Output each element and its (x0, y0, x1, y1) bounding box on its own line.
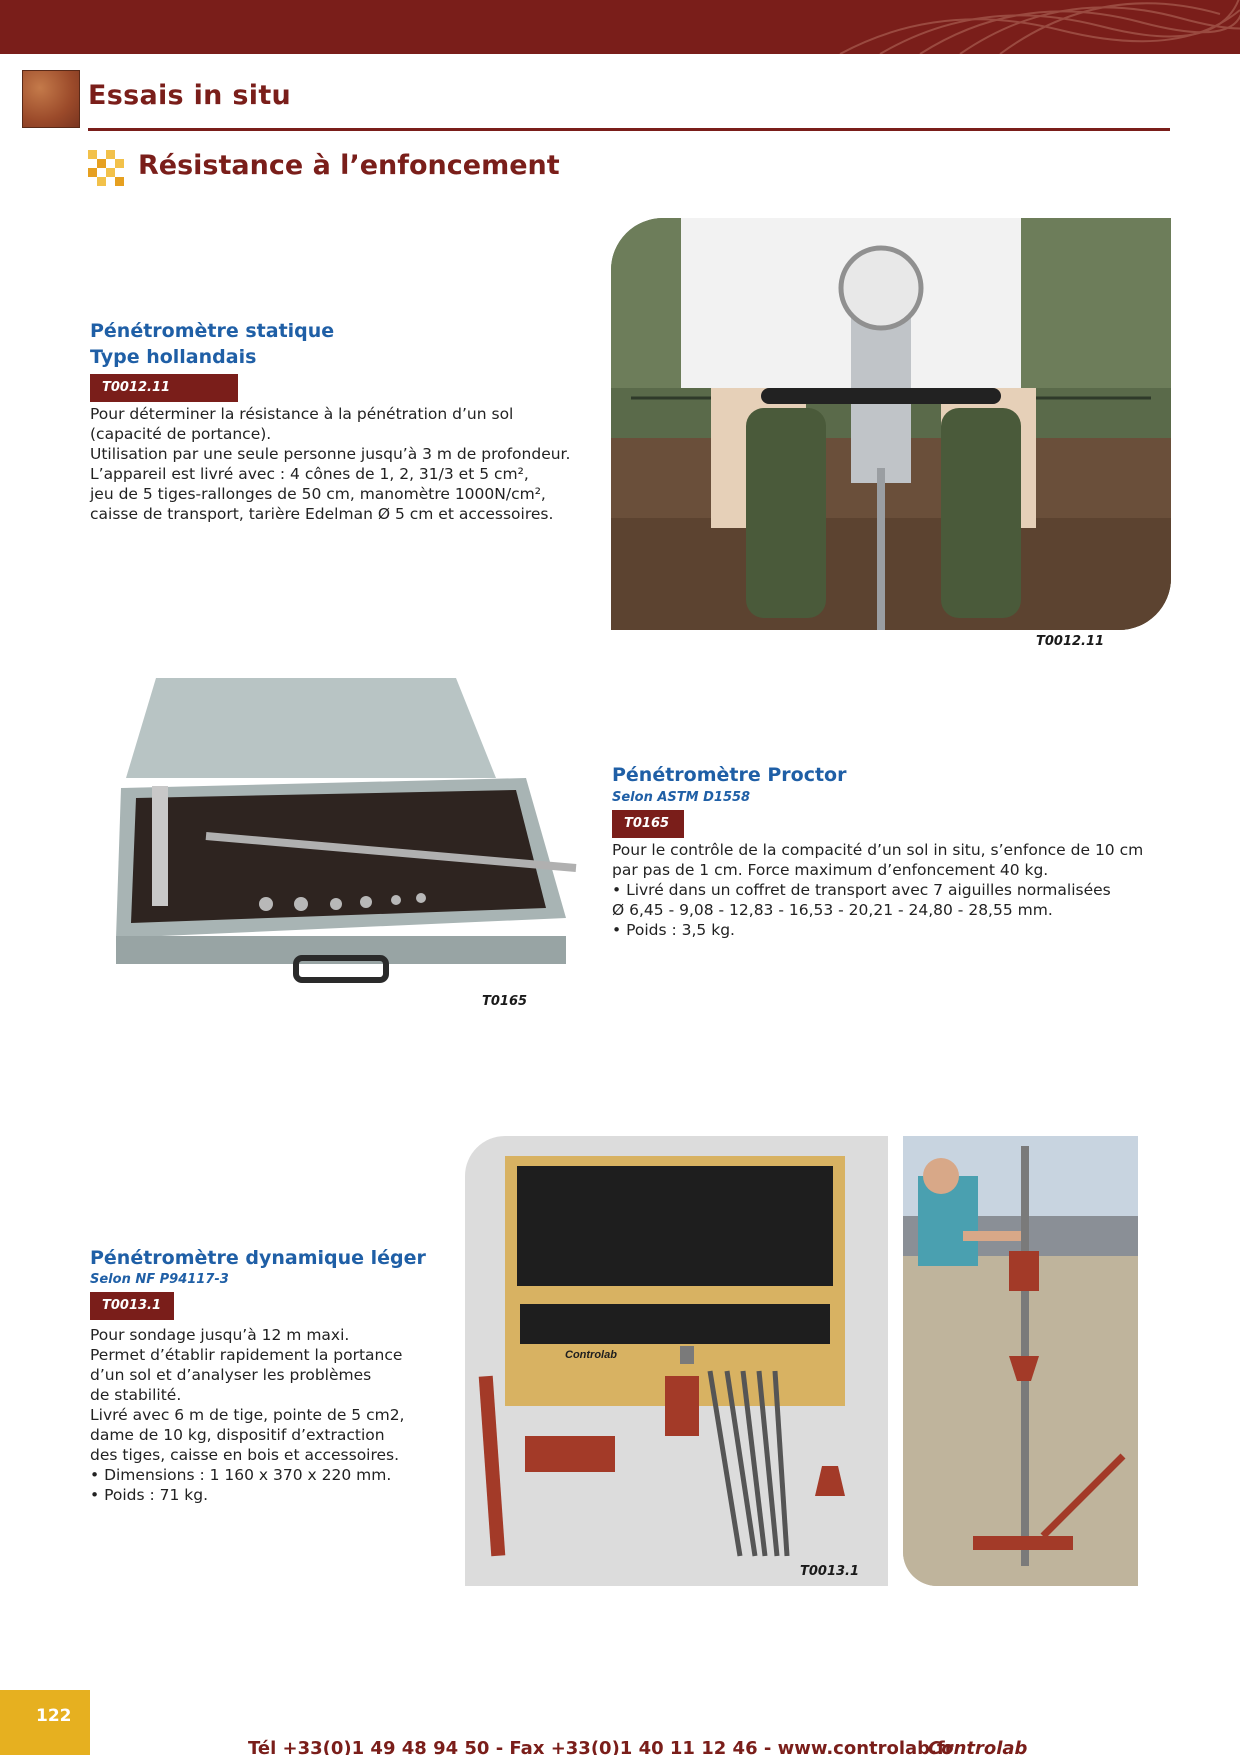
product-3-standard: Selon NF P94117-3 (90, 1272, 229, 1287)
description-line: de stabilité. (90, 1386, 182, 1404)
product-1-title (90, 318, 334, 370)
product-2-title-line-1: Pénétromètre Proctor (612, 764, 847, 786)
description-line: des tiges, caisse en bois et accessoires. (90, 1446, 400, 1464)
description-line: (capacité de portance). (90, 425, 272, 443)
product-2-description (612, 840, 1143, 940)
description-line: Permet d’établir rapidement la portance (90, 1346, 403, 1364)
checker-bullet-icon (88, 150, 124, 186)
footer-contact-line: Tél +33(0)1 49 48 94 50 - Fax +33(0)1 40 11 12 46 - www.controlab.fr (248, 1738, 954, 1755)
product-1-description (90, 404, 570, 524)
description-line: • Poids : 71 kg. (90, 1486, 209, 1504)
description-line: L’appareil est livré avec : 4 cônes de 1, 2, 31/3 et 5 cm², (90, 465, 529, 483)
product-1-title-line-1: Pénétromètre statique (90, 320, 335, 342)
description-line: caisse de transport, tarière Edelman Ø 5 cm et accessoires. (90, 505, 554, 523)
description-line: d’un sol et d’analyser les problèmes (90, 1366, 372, 1384)
description-line: par pas de 1 cm. Force maximum d’enfoncement 40 kg. (612, 861, 1049, 879)
description-line: Pour le contrôle de la compacité d’un sol in situ, s’enfonce de 10 cm (612, 841, 1144, 859)
product-3-title (90, 1245, 426, 1271)
description-line: Pour sondage jusqu’à 12 m maxi. (90, 1326, 350, 1344)
dynamic-penetrometer-field-photo (903, 1136, 1138, 1586)
description-line: jeu de 5 tiges-rallonges de 50 cm, manomètre 1000N/cm², (90, 485, 546, 503)
footer-brand-logo: Controlab (928, 1738, 1028, 1755)
product-3-title-line-1: Pénétromètre dynamique léger (90, 1247, 426, 1269)
subsection-title: Résistance à l’enfoncement (138, 150, 560, 181)
description-line: • Livré dans un coffret de transport avec 7 aiguilles normalisées (612, 881, 1111, 899)
product-3-photo-caption: T0013.1 (800, 1564, 860, 1579)
dynamic-penetrometer-kit-photo (465, 1136, 888, 1586)
description-line: • Poids : 3,5 kg. (612, 921, 735, 939)
description-line: dame de 10 kg, dispositif d’extraction (90, 1426, 385, 1444)
description-line: • Dimensions : 1 160 x 370 x 220 mm. (90, 1466, 392, 1484)
description-line: Pour déterminer la résistance à la pénétration d’un sol (90, 405, 514, 423)
description-line: Ø 6,45 - 9,08 - 12,83 - 16,53 - 20,21 - 24,80 - 28,55 mm. (612, 901, 1053, 919)
description-line: Utilisation par une seule personne jusqu’à 3 m de profondeur. (90, 445, 571, 463)
product-2-title (612, 762, 847, 788)
crate-brand-label: Controlab (565, 1349, 617, 1361)
product-1-title-line-2: Type hollandais (90, 346, 257, 368)
product-3-description (90, 1325, 405, 1505)
product-2-standard: Selon ASTM D1558 (612, 790, 751, 805)
product-1-photo-caption: T0012.11 (1036, 634, 1105, 649)
product-2-ref-badge: T0165 (612, 810, 684, 838)
section-divider (88, 128, 1170, 131)
static-penetrometer-photo (611, 218, 1171, 630)
product-2-photo-caption: T0165 (482, 994, 528, 1009)
proctor-penetrometer-case-photo (96, 668, 586, 998)
section-title: Essais in situ (88, 80, 292, 111)
product-3-ref-badge: T0013.1 (90, 1292, 174, 1320)
page-number: 122 (36, 1706, 72, 1726)
description-line: Livré avec 6 m de tige, pointe de 5 cm2, (90, 1406, 405, 1424)
top-decorative-band (0, 0, 1240, 54)
soil-texture-icon (22, 70, 80, 128)
product-1-ref-badge: T0012.11 (90, 374, 238, 402)
band-swirl-pattern (820, 0, 1240, 54)
